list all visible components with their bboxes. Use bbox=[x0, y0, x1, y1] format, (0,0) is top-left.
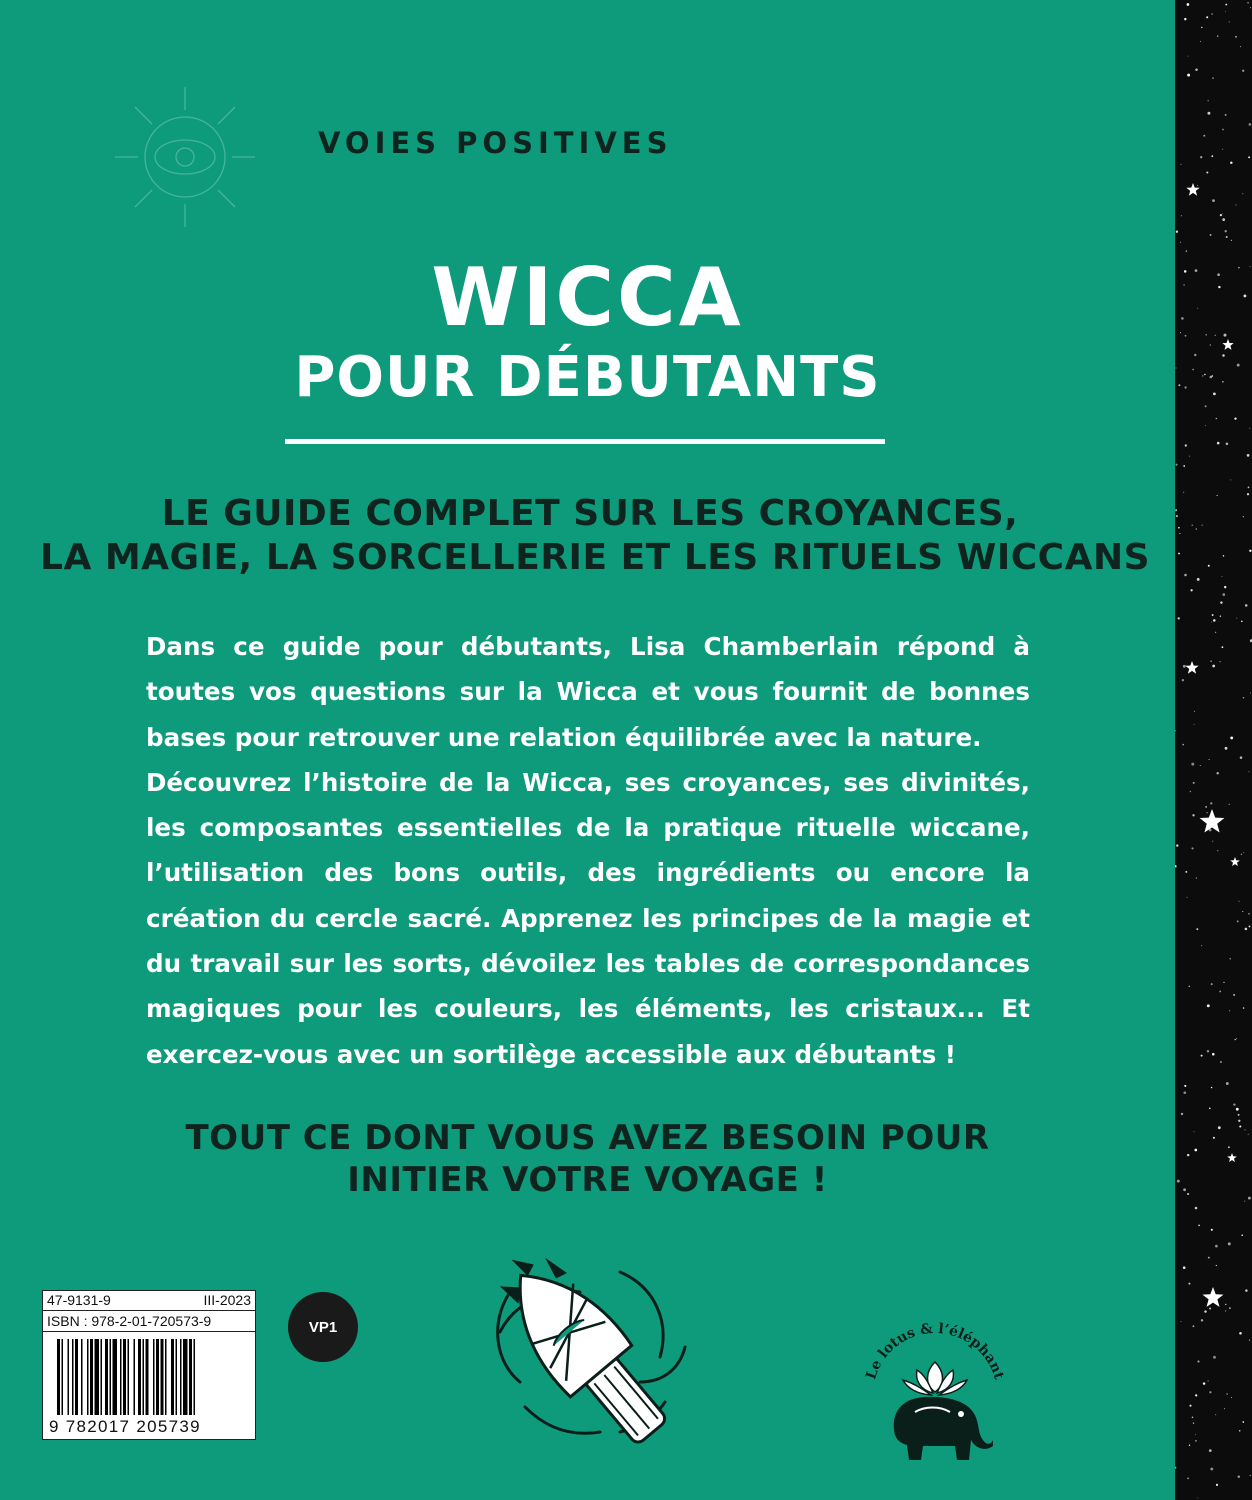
eye-sun-emblem-icon bbox=[110, 82, 260, 232]
blurb-paragraph-1: Dans ce guide pour débutants, Lisa Chamberlain répond à toutes vos questions sur la Wicca et vous fournit de bonnes bases pour retrouver une relation équilibrée avec la nature. bbox=[146, 632, 1030, 752]
blurb-paragraph-2: Découvrez l’histoire de la Wicca, ses croyances, ses divinités, les composantes essentielles de la pratique rituelle wiccane, l’utilisation des bons outils, des ingrédients ou encore la création du cercle sacré. Apprenez les principes de la magie et du travail sur les sorts, dévoilez les tables de correspondances magiques pour les couleurs, les éléments, les cristaux... Et exercez-vous avec un sortilège accessible aux débutants ! bbox=[146, 767, 1030, 1069]
lotus-elephant-logo-icon bbox=[845, 1300, 1025, 1465]
star-icon bbox=[1230, 857, 1240, 866]
isbn: ISBN : 978-2-01-720573-9 bbox=[47, 1313, 212, 1329]
title-divider bbox=[285, 439, 885, 444]
star-field bbox=[1175, 0, 1252, 1500]
star-icon bbox=[1227, 1153, 1237, 1162]
closing-tagline bbox=[0, 1117, 1175, 1201]
print-date: III-2023 bbox=[203, 1292, 251, 1308]
closing-line-1: TOUT CE DONT VOUS AVEZ BESOIN POUR bbox=[185, 1118, 990, 1158]
vp-badge: VP1 bbox=[288, 1292, 358, 1362]
tagline-line-1: LE GUIDE COMPLET SUR LES CROYANCES, bbox=[161, 493, 1019, 534]
publisher-logo bbox=[845, 1300, 1025, 1465]
book-subtitle: POUR DÉBUTANTS bbox=[294, 345, 881, 410]
closing-line-2: INITIER VOTRE VOYAGE ! bbox=[347, 1160, 828, 1200]
star-icon bbox=[1222, 339, 1233, 350]
tagline bbox=[40, 492, 1151, 580]
barcode-block bbox=[42, 1290, 256, 1440]
barcode-icon bbox=[57, 1339, 243, 1415]
star-icon bbox=[1200, 809, 1225, 833]
star-icon bbox=[1185, 661, 1198, 674]
barcode-digits: 9 782017 205739 bbox=[49, 1417, 201, 1436]
blurb bbox=[146, 624, 1030, 1077]
starry-spine bbox=[1175, 0, 1252, 1500]
book-title: WICCA bbox=[431, 251, 744, 344]
publisher-name: Le lotus & l’éléphant bbox=[863, 1320, 1007, 1382]
sage-bundle-icon bbox=[470, 1232, 700, 1467]
series-name: VOIES POSITIVES bbox=[318, 126, 673, 160]
product-code: 47-9131-9 bbox=[47, 1292, 111, 1308]
tagline-line-2: LA MAGIE, LA SORCELLERIE ET LES RITUELS WICCANS bbox=[40, 537, 1151, 578]
star-icon bbox=[1203, 1287, 1224, 1307]
